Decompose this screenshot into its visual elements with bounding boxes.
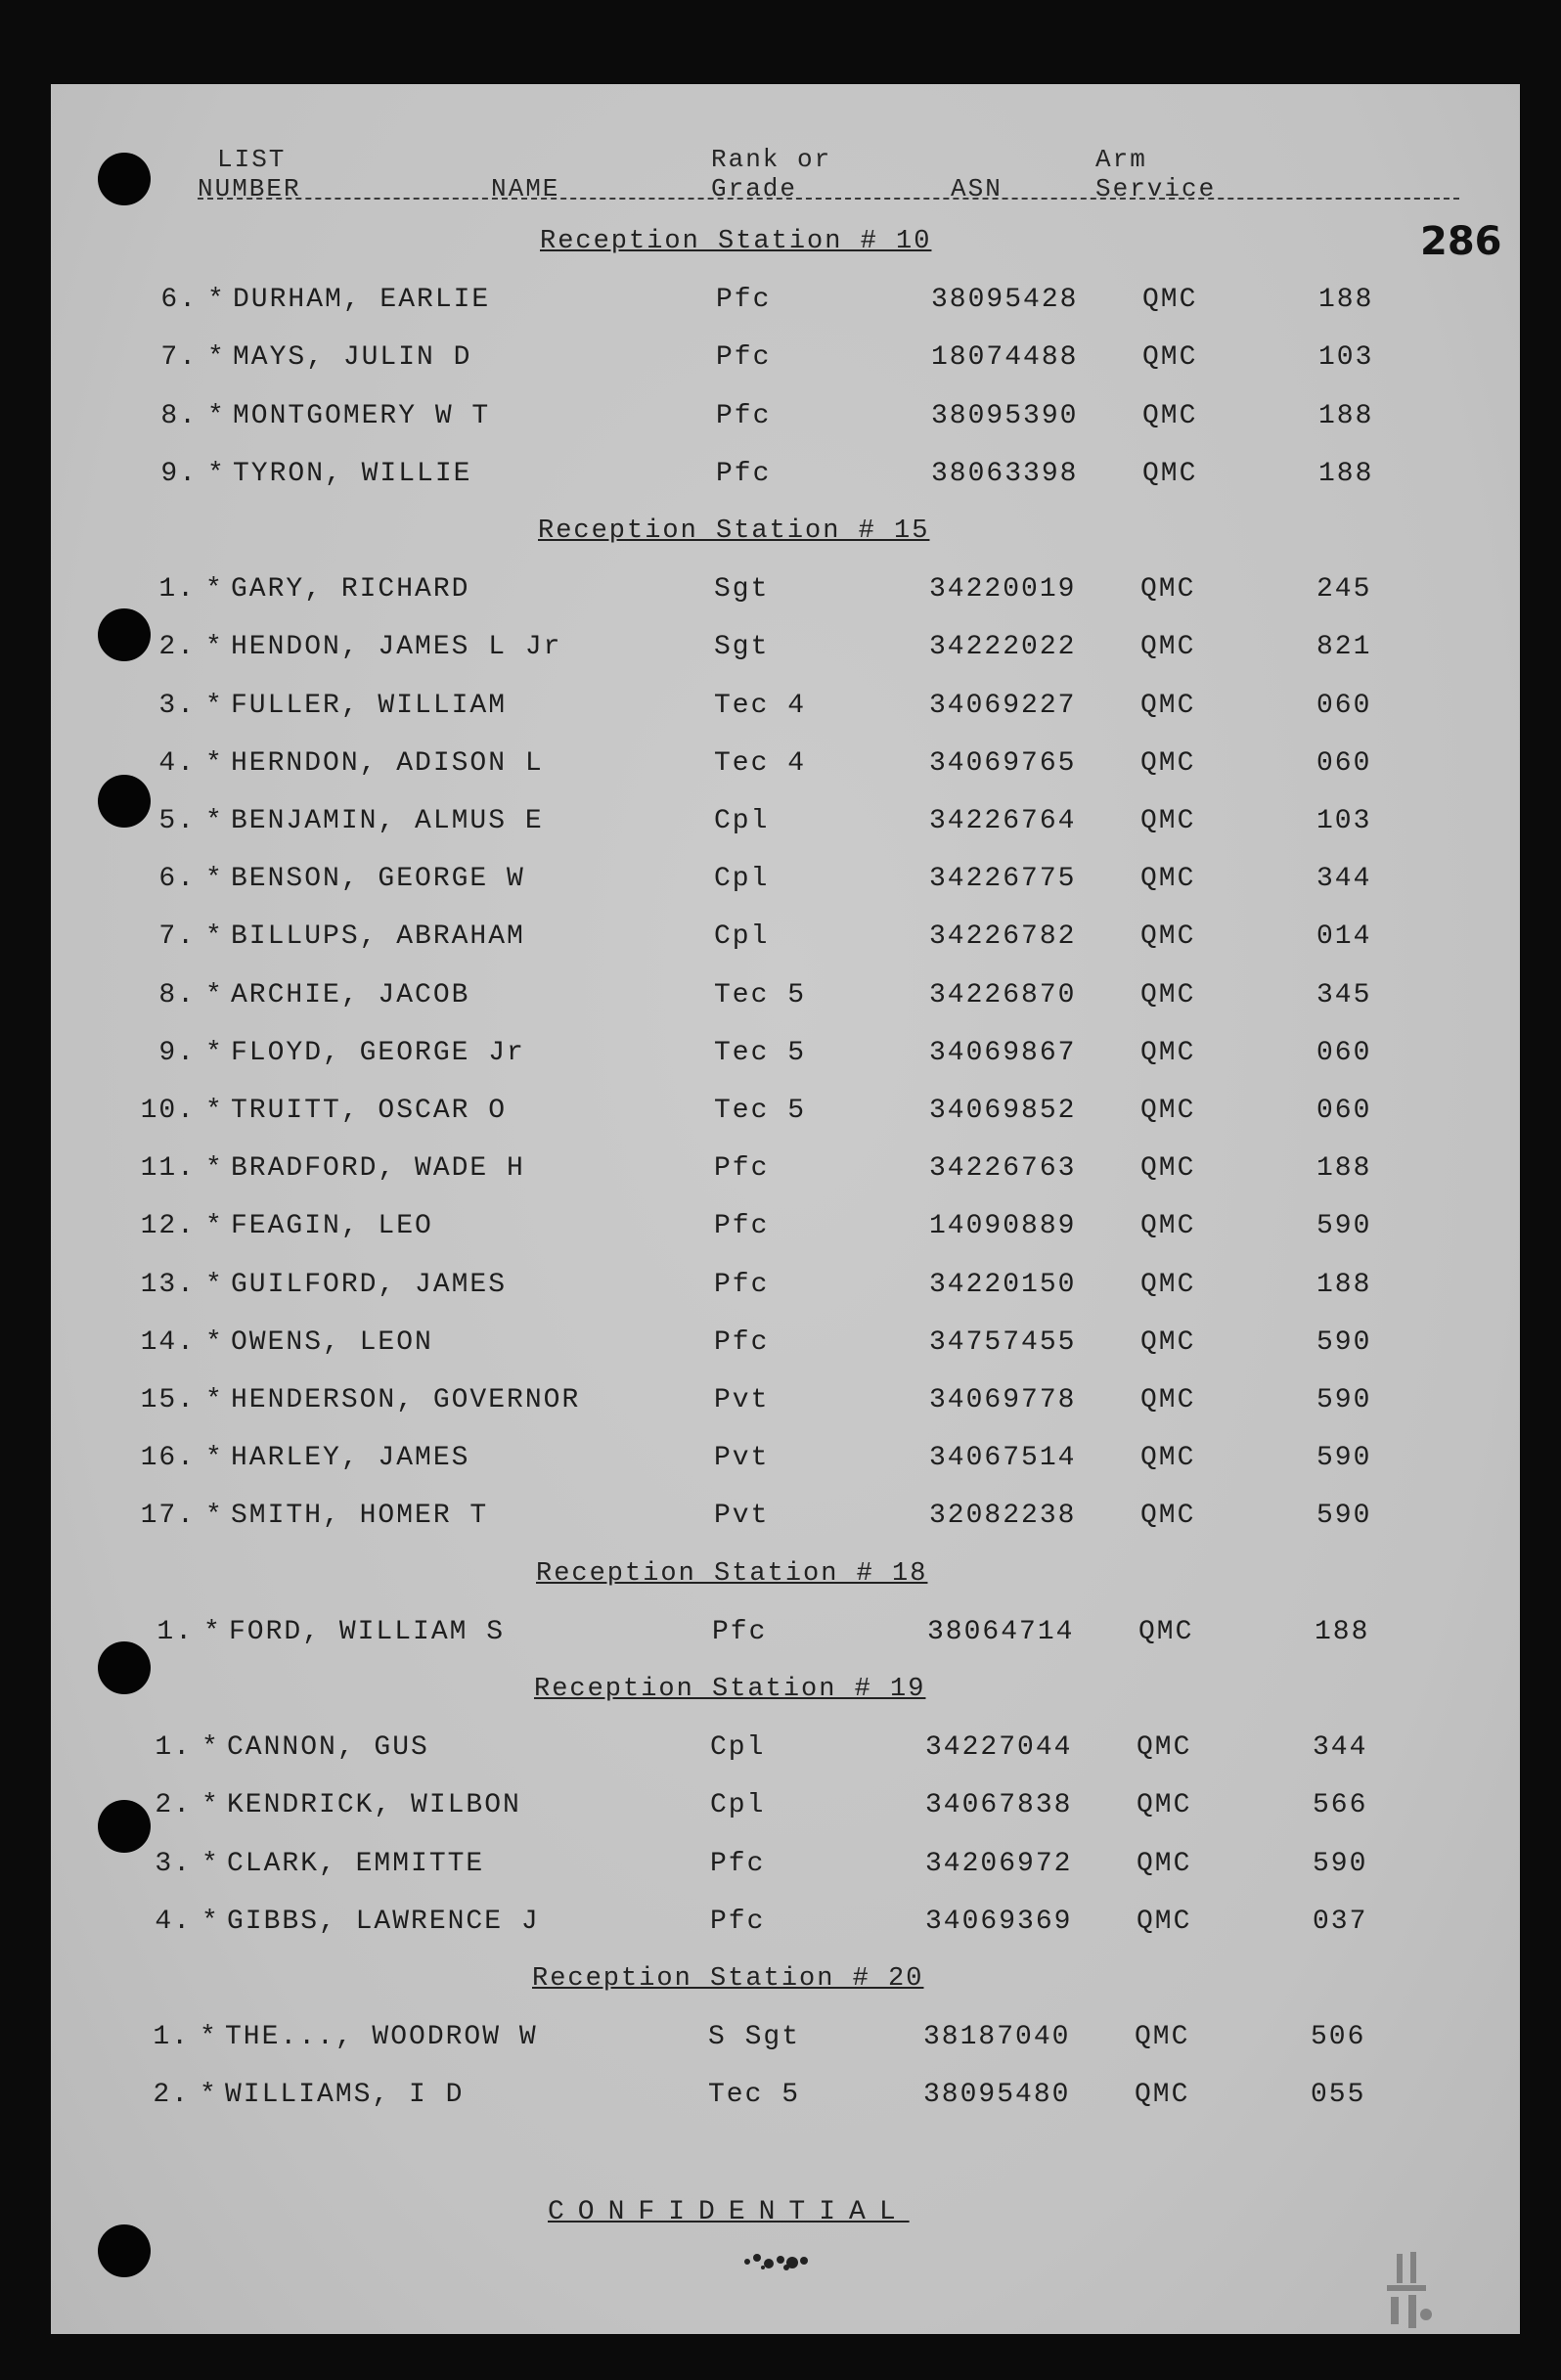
cell-num: 6. <box>160 285 198 316</box>
cell-asn: 34226763 <box>929 1153 1077 1185</box>
cell-arm: QMC <box>1140 574 1196 606</box>
cell-num: 3. <box>155 1848 192 1879</box>
cell-asn: 38095390 <box>931 400 1079 431</box>
table-row <box>51 1385 1520 1424</box>
cell-num: 5. <box>158 806 196 836</box>
cell-arm: QMC <box>1140 1269 1196 1300</box>
table-row <box>51 1907 1520 1946</box>
cell-arm: QMC <box>1140 1326 1196 1358</box>
cell-star: * <box>205 979 224 1010</box>
cell-grade: Sgt <box>714 632 770 663</box>
cell-arm: QMC <box>1138 1616 1194 1647</box>
cell-num: 1. <box>158 574 196 606</box>
cell-asn: 38187040 <box>923 2022 1071 2053</box>
cell-code: 590 <box>1316 1443 1372 1474</box>
cell-grade: Tec 5 <box>714 1037 807 1068</box>
cell-grade: Pvt <box>714 1501 770 1532</box>
cell-grade: Pfc <box>714 1153 770 1185</box>
cell-num: 14. <box>140 1326 196 1358</box>
cell-grade: Pvt <box>714 1385 770 1415</box>
cell-grade: Tec 4 <box>714 747 807 779</box>
cell-code: 590 <box>1313 1848 1368 1879</box>
cell-code: 037 <box>1313 1906 1368 1937</box>
table-row <box>51 2022 1520 2061</box>
cell-arm: QMC <box>1137 1906 1192 1937</box>
cell-star: * <box>205 1096 224 1126</box>
cell-asn: 14090889 <box>929 1211 1077 1242</box>
cell-name: DURHAM, EARLIE <box>233 285 491 316</box>
cell-grade: Tec 4 <box>714 690 807 721</box>
cell-arm: QMC <box>1142 400 1198 431</box>
cell-star: * <box>205 1153 224 1185</box>
cell-name: BENJAMIN, ALMUS E <box>231 806 544 836</box>
cell-num: 16. <box>140 1443 196 1474</box>
table-row <box>51 574 1520 613</box>
cell-name: GARY, RICHARD <box>231 574 470 606</box>
header-rule <box>198 198 1459 200</box>
cell-grade: Tec 5 <box>708 2080 801 2111</box>
cell-code: 060 <box>1316 690 1372 721</box>
table-row <box>51 1096 1520 1135</box>
cell-code: 188 <box>1315 1616 1370 1647</box>
table-row <box>51 1617 1520 1656</box>
cell-star: * <box>205 1385 224 1415</box>
cell-asn: 18074488 <box>931 342 1079 374</box>
cell-grade: Pfc <box>712 1616 768 1647</box>
cell-name: CANNON, GUS <box>227 1732 429 1764</box>
cell-code: 188 <box>1316 1153 1372 1185</box>
cell-arm: QMC <box>1140 921 1196 953</box>
cell-name: HARLEY, JAMES <box>231 1443 470 1474</box>
cell-code: 590 <box>1316 1211 1372 1242</box>
cell-star: * <box>205 1501 224 1532</box>
page-number: 286 <box>1420 219 1502 264</box>
cell-star: * <box>205 921 224 953</box>
header-list-number <box>198 145 301 203</box>
cell-arm: QMC <box>1137 1848 1192 1879</box>
section-title: Reception Station # 19 <box>534 1675 926 1704</box>
cell-grade: Pfc <box>714 1269 770 1300</box>
cell-num: 13. <box>140 1269 196 1300</box>
section-title: Reception Station # 15 <box>538 516 930 546</box>
cell-star: * <box>205 1211 224 1242</box>
cell-num: 7. <box>158 921 196 953</box>
cell-name: MAYS, JULIN D <box>233 342 472 374</box>
cell-name: HENDON, JAMES L Jr <box>231 632 562 663</box>
cell-asn: 34226775 <box>929 864 1077 895</box>
cell-grade: Cpl <box>710 1790 766 1821</box>
cell-name: MONTGOMERY W T <box>233 400 491 431</box>
cell-name: BRADFORD, WADE H <box>231 1153 525 1185</box>
header-service-label: Service <box>1095 174 1217 203</box>
cell-code: 344 <box>1316 864 1372 895</box>
cell-name: FORD, WILLIAM S <box>229 1616 506 1647</box>
cell-arm: QMC <box>1135 2022 1190 2053</box>
cell-name: GIBBS, LAWRENCE J <box>227 1906 540 1937</box>
cell-code: 566 <box>1313 1790 1368 1821</box>
cell-arm: QMC <box>1142 285 1198 316</box>
cell-name: FLOYD, GEORGE Jr <box>231 1037 525 1068</box>
cell-asn: 38064714 <box>927 1616 1075 1647</box>
header-rank-label: Rank or <box>711 145 832 174</box>
cell-star: * <box>207 285 226 316</box>
cell-arm: QMC <box>1140 747 1196 779</box>
cell-grade: Cpl <box>710 1732 766 1764</box>
cell-name: THE..., WOODROW W <box>225 2022 538 2053</box>
cell-grade: Pfc <box>710 1906 766 1937</box>
table-row <box>51 1211 1520 1250</box>
cell-arm: QMC <box>1140 690 1196 721</box>
cell-asn: 34069227 <box>929 690 1077 721</box>
table-row <box>51 1849 1520 1888</box>
cell-star: * <box>205 1326 224 1358</box>
classification-label: CONFIDENTIAL <box>548 2197 910 2227</box>
cell-star: * <box>205 1037 224 1068</box>
cell-code: 060 <box>1316 747 1372 779</box>
section-title: Reception Station # 20 <box>532 1964 924 1994</box>
cell-name: TRUITT, OSCAR O <box>231 1096 508 1126</box>
cell-asn: 32082238 <box>929 1501 1077 1532</box>
cell-asn: 34069867 <box>929 1037 1077 1068</box>
document-page <box>51 84 1520 2334</box>
cell-code: 188 <box>1318 285 1374 316</box>
cell-arm: QMC <box>1140 864 1196 895</box>
cell-code: 103 <box>1318 342 1374 374</box>
cell-code: 590 <box>1316 1326 1372 1358</box>
table-row <box>51 2080 1520 2119</box>
table-row <box>51 806 1520 845</box>
cell-star: * <box>200 2080 218 2111</box>
table-row <box>51 1732 1520 1772</box>
cell-name: CLARK, EMMITTE <box>227 1848 485 1879</box>
cell-num: 6. <box>158 864 196 895</box>
cell-star: * <box>203 1616 222 1647</box>
section-title: Reception Station # 10 <box>540 227 932 256</box>
cell-arm: QMC <box>1140 1096 1196 1126</box>
table-row <box>51 1443 1520 1482</box>
cell-name: OWENS, LEON <box>231 1326 433 1358</box>
cell-num: 8. <box>160 400 198 431</box>
cell-star: * <box>201 1732 220 1764</box>
header-grade-label: Grade <box>711 174 798 203</box>
cell-grade: Pfc <box>716 342 772 374</box>
cell-asn: 34227044 <box>925 1732 1073 1764</box>
cell-arm: QMC <box>1140 1385 1196 1415</box>
cell-asn: 34757455 <box>929 1326 1077 1358</box>
cell-star: * <box>205 1269 224 1300</box>
cell-star: * <box>207 400 226 431</box>
cell-code: 590 <box>1316 1385 1372 1415</box>
header-asn-label: ASN <box>951 174 1003 203</box>
cell-grade: Pfc <box>714 1211 770 1242</box>
cell-asn: 34222022 <box>929 632 1077 663</box>
header-arm <box>1095 145 1216 203</box>
cell-name: WILLIAMS, I D <box>225 2080 465 2111</box>
cell-grade: Cpl <box>714 921 770 953</box>
table-row <box>51 401 1520 440</box>
cell-name: SMITH, HOMER T <box>231 1501 489 1532</box>
cell-code: 245 <box>1316 574 1372 606</box>
cell-asn: 34069852 <box>929 1096 1077 1126</box>
table-row <box>51 864 1520 903</box>
cell-num: 2. <box>155 1790 192 1821</box>
cell-name: HERNDON, ADISON L <box>231 747 544 779</box>
cell-code: 060 <box>1316 1096 1372 1126</box>
cell-name: HENDERSON, GOVERNOR <box>231 1385 581 1415</box>
cell-grade: Pfc <box>716 400 772 431</box>
section-title: Reception Station # 18 <box>536 1558 928 1589</box>
table-row <box>51 342 1520 382</box>
cell-asn: 34226782 <box>929 921 1077 953</box>
header-arm-label: Arm <box>1095 145 1147 174</box>
cell-grade: Tec 5 <box>714 979 807 1010</box>
cell-code: 821 <box>1316 632 1372 663</box>
cell-code: 014 <box>1316 921 1372 953</box>
table-row <box>51 285 1520 324</box>
cell-star: * <box>201 1906 220 1937</box>
cell-code: 188 <box>1316 1269 1372 1300</box>
header-rank <box>711 145 831 203</box>
ink-smudge-mark <box>736 2244 824 2277</box>
cell-arm: QMC <box>1140 632 1196 663</box>
cell-num: 1. <box>155 1732 192 1764</box>
cell-code: 188 <box>1318 458 1374 489</box>
cell-grade: Pvt <box>714 1443 770 1474</box>
cell-name: GUILFORD, JAMES <box>231 1269 508 1300</box>
cell-num: 2. <box>158 632 196 663</box>
cell-arm: QMC <box>1135 2080 1190 2111</box>
cell-asn: 34067838 <box>925 1790 1073 1821</box>
cell-name: ARCHIE, JACOB <box>231 979 470 1010</box>
cell-star: * <box>201 1848 220 1879</box>
table-row <box>51 980 1520 1019</box>
cell-code: 344 <box>1313 1732 1368 1764</box>
cell-num: 1. <box>153 2022 190 2053</box>
cell-grade: Sgt <box>714 574 770 606</box>
cell-star: * <box>201 1790 220 1821</box>
cell-star: * <box>205 1443 224 1474</box>
cell-arm: QMC <box>1142 342 1198 374</box>
table-row <box>51 691 1520 730</box>
cell-num: 9. <box>160 458 198 489</box>
cell-asn: 34067514 <box>929 1443 1077 1474</box>
cell-arm: QMC <box>1140 806 1196 836</box>
cell-code: 506 <box>1311 2022 1366 2053</box>
cell-arm: QMC <box>1140 1501 1196 1532</box>
cell-code: 590 <box>1316 1501 1372 1532</box>
cell-star: * <box>207 458 226 489</box>
cell-name: BILLUPS, ABRAHAM <box>231 921 525 953</box>
cell-asn: 34220019 <box>929 574 1077 606</box>
cell-num: 4. <box>158 747 196 779</box>
cell-star: * <box>207 342 226 374</box>
cell-code: 055 <box>1311 2080 1366 2111</box>
cell-name: BENSON, GEORGE W <box>231 864 525 895</box>
cell-star: * <box>205 864 224 895</box>
cell-code: 345 <box>1316 979 1372 1010</box>
cell-asn: 34206972 <box>925 1848 1073 1879</box>
cell-asn: 34069369 <box>925 1906 1073 1937</box>
cell-grade: Pfc <box>716 458 772 489</box>
cell-grade: S Sgt <box>708 2022 801 2053</box>
binder-hole <box>98 153 151 205</box>
cell-star: * <box>205 806 224 836</box>
cell-asn: 34220150 <box>929 1269 1077 1300</box>
table-row <box>51 1038 1520 1077</box>
cell-num: 2. <box>153 2080 190 2111</box>
table-row <box>51 1270 1520 1309</box>
cell-asn: 34226764 <box>929 806 1077 836</box>
cell-star: * <box>205 574 224 606</box>
cell-num: 12. <box>140 1211 196 1242</box>
cell-grade: Pfc <box>714 1326 770 1358</box>
cell-num: 3. <box>158 690 196 721</box>
cell-num: 10. <box>140 1096 196 1126</box>
cell-arm: QMC <box>1137 1732 1192 1764</box>
cell-arm: QMC <box>1140 979 1196 1010</box>
cell-arm: QMC <box>1142 458 1198 489</box>
cell-name: KENDRICK, WILBON <box>227 1790 521 1821</box>
table-row <box>51 1327 1520 1367</box>
binder-hole <box>98 2224 151 2277</box>
cell-num: 8. <box>158 979 196 1010</box>
cell-asn: 38095480 <box>923 2080 1071 2111</box>
cell-star: * <box>205 632 224 663</box>
cell-asn: 38095428 <box>931 285 1079 316</box>
header-number-label: NUMBER <box>198 174 301 203</box>
header-list-label: LIST <box>217 145 287 174</box>
cell-grade: Pfc <box>716 285 772 316</box>
cell-star: * <box>200 2022 218 2053</box>
cell-star: * <box>205 690 224 721</box>
table-row <box>51 632 1520 671</box>
cell-asn: 34069778 <box>929 1385 1077 1415</box>
table-row <box>51 1790 1520 1829</box>
table-row <box>51 459 1520 498</box>
table-row <box>51 748 1520 787</box>
cell-name: FULLER, WILLIAM <box>231 690 508 721</box>
cell-code: 188 <box>1318 400 1374 431</box>
cell-grade: Cpl <box>714 806 770 836</box>
cell-num: 9. <box>158 1037 196 1068</box>
cell-grade: Cpl <box>714 864 770 895</box>
cell-arm: QMC <box>1140 1037 1196 1068</box>
table-row <box>51 1153 1520 1192</box>
cell-arm: QMC <box>1140 1153 1196 1185</box>
cell-code: 103 <box>1316 806 1372 836</box>
cell-name: TYRON, WILLIE <box>233 458 472 489</box>
table-row <box>51 921 1520 961</box>
cell-num: 1. <box>156 1616 194 1647</box>
faded-stamp-mark <box>1367 2246 1446 2334</box>
cell-arm: QMC <box>1137 1790 1192 1821</box>
cell-arm: QMC <box>1140 1443 1196 1474</box>
cell-code: 060 <box>1316 1037 1372 1068</box>
cell-num: 15. <box>140 1385 196 1415</box>
cell-asn: 38063398 <box>931 458 1079 489</box>
table-row <box>51 1501 1520 1540</box>
header-name-label: NAME <box>491 174 560 203</box>
cell-grade: Tec 5 <box>714 1096 807 1126</box>
cell-star: * <box>205 747 224 779</box>
cell-num: 4. <box>155 1906 192 1937</box>
cell-name: FEAGIN, LEO <box>231 1211 433 1242</box>
cell-num: 17. <box>140 1501 196 1532</box>
cell-asn: 34226870 <box>929 979 1077 1010</box>
cell-grade: Pfc <box>710 1848 766 1879</box>
cell-arm: QMC <box>1140 1211 1196 1242</box>
cell-num: 11. <box>140 1153 196 1185</box>
cell-num: 7. <box>160 342 198 374</box>
cell-asn: 34069765 <box>929 747 1077 779</box>
